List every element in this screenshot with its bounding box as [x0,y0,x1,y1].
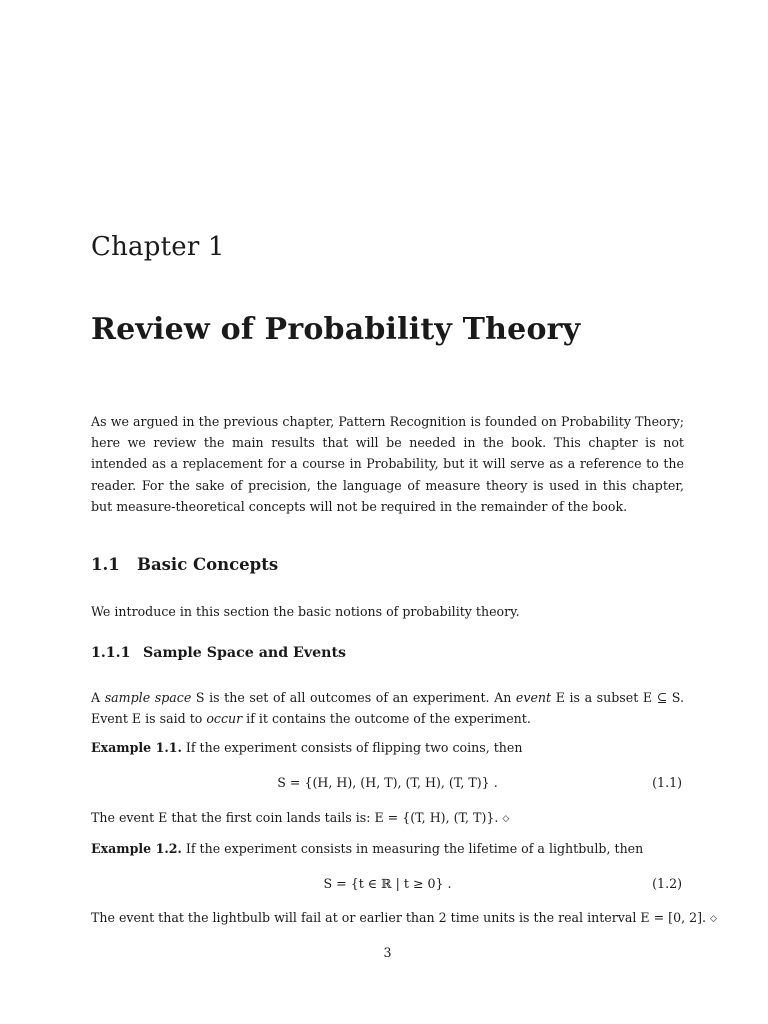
example-1-followup-text: The event E that the first coin lands tails is: E = {(T, H), (T, T)}. [91,810,503,825]
end-of-example-diamond-icon: ◇ [710,914,717,924]
example-2-intro [91,841,643,856]
equation-1-2-number: (1.2) [652,876,682,891]
definition-text-3: E is a subset E ⊆ S. Event E is said to [91,690,684,726]
chapter-title: Review of Probability Theory [91,312,581,347]
subsection-heading [91,645,346,661]
chapter-label: Chapter 1 [91,232,225,262]
section-heading [91,555,278,574]
equation-1-2-body: S = {t ∈ ℝ | t ≥ 0} . [323,876,452,891]
example-2-followup [91,910,717,925]
section-lead-text: We introduce in this section the basic notions of probability theory. [91,604,520,619]
definition-term-sample-space: sample space [104,690,192,705]
example-1-label: Example 1.1. [91,740,182,755]
equation-1-2 [91,876,684,891]
example-2-text: If the experiment consists in measuring the lifetime of a lightbulb, then [181,841,644,856]
intro-paragraph: As we argued in the previous chapter, Pattern Recognition is founded on Probability Theory; here we review the main results that will be needed in the book. This chapter is not intended as a replacement for a course in Probability, but it will serve as a reference to the reader. For the sake of precision, the language of measure theory is used in this chapter, but measure-theoretical concepts will not be required in the remainder of the book. [91,414,684,514]
section-number: 1.1 [91,555,120,574]
definition-paragraph [91,688,684,729]
equation-1-1-body: S = {(H, H), (H, T), (T, H), (T, T)} . [277,775,498,790]
example-1-intro [91,740,522,755]
subsection-title: Sample Space and Events [143,645,346,661]
example-2-followup-text: The event that the lightbulb will fail at or earlier than 2 time units is the real interval E = [0, 2]. [91,910,711,925]
equation-1-1 [91,775,684,790]
example-1-followup [91,810,509,825]
definition-term-occur: occur [206,710,243,726]
example-1-text: If the experiment consists of flipping two coins, then [181,740,523,755]
definition-term-event: event [515,690,552,705]
end-of-example-diamond-icon: ◇ [502,814,510,824]
page-number: 3 [383,945,392,960]
section-title: Basic Concepts [137,555,279,574]
document-page [91,0,717,1024]
subsection-number: 1.1.1 [91,645,131,661]
example-2-label: Example 1.2. [91,841,182,856]
definition-text-4: if it contains the outcome of the experiment. [242,710,531,726]
definition-text-1: A [91,690,105,705]
definition-text-2: S is the set of all outcomes of an experiment. An [191,690,516,705]
equation-1-1-number: (1.1) [652,775,682,790]
